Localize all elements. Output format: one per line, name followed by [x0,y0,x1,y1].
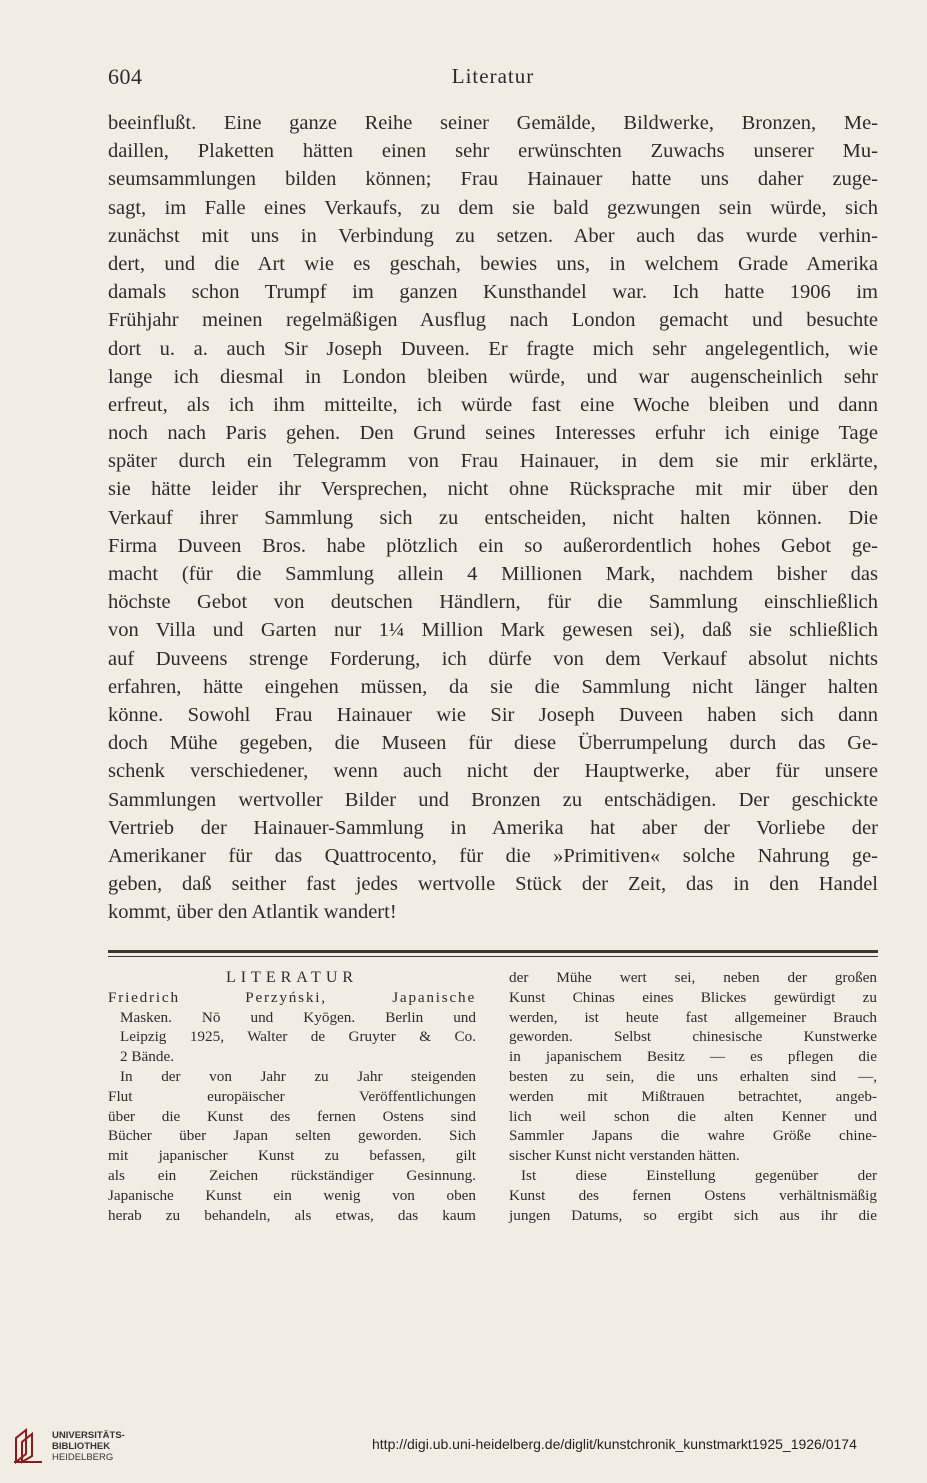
text-line: erfahren, hätte eingehen müssen, da sie die Sammlung nicht länger halten [108,675,878,698]
text-line: Frühjahr meinen regelmäßigen Ausflug nach London gemacht und besuchte [108,309,878,332]
text-line: herab zu behandeln, als etwas, das kaum [108,1206,476,1224]
text-line: jungen Datums, so ergibt sich aus ihr die [509,1206,877,1224]
text-line: In der von Jahr zu Jahr steigenden [120,1067,476,1085]
text-line: höchste Gebot von deutschen Händlern, für die Sammlung einschließlich [108,591,878,614]
text-line: geworden. Selbst chinesische Kunstwerke [509,1028,877,1046]
text-line: Firma Duveen Bros. habe plötzlich ein so außerordentlich hohes Gebot ge- [108,534,878,557]
digitization-footer [0,1418,927,1483]
library-name-line: HEIDELBERG [52,1452,114,1463]
left-column [108,968,476,1225]
page-number: 604 [108,64,143,89]
text-line: macht (für die Sammlung allein 4 Millionen Mark, nachdem bisher das [108,563,878,585]
text-line: Bücher über Japan selten geworden. Sich [108,1127,476,1145]
text-line: Sammler Japans die wahre Größe chine- [509,1127,877,1145]
text-line: werden, ist heute fast allgemeiner Brauch [509,1008,877,1026]
text-line: Flut europäischer Veröffentlichungen [108,1087,476,1105]
text-line: Vertrieb der Hainauer-Sammlung in Amerika hat aber der Vorliebe der [108,816,878,839]
text-line: beeinflußt. Eine ganze Reihe seiner Gemälde, Bildwerke, Bronzen, Me- [108,112,878,134]
text-line: sagt, im Falle eines Verkaufs, zu dem sie bald gezwungen sein würde, sich [108,196,878,219]
text-line: daillen, Plaketten hätten einen sehr erwünschten Zuwachs unserer Mu- [108,140,878,163]
text-line: dort u. a. auch Sir Joseph Duveen. Er fragte mich sehr angelegentlich, wie [108,337,878,360]
text-line: besten zu sein, die uns erhalten sind —, [509,1067,877,1085]
text-line: schenk verschiedener, wenn auch nicht der Hauptwerke, aber für unsere [108,760,878,783]
text-line: damals schon Trumpf im ganzen Kunsthandel war. Ich hatte 1906 im [108,281,878,304]
text-line: zunächst mit uns in Verbindung zu setzen. Aber auch das wurde verhin- [108,224,878,247]
text-line: werden mit Mißtrauen betrachtet, angeb- [509,1087,877,1105]
library-name-line: BIBLIOTHEK [52,1441,111,1452]
citation-line: Masken. Nō und Kyōgen. Berlin und [120,1008,476,1026]
source-url-link[interactable]: http://digi.ub.uni-heidelberg.de/diglit/kunstchronik_kunstmarkt1925_1926/0174 [372,1436,857,1452]
running-head [108,64,878,94]
citation-line: 2 Bände. [120,1048,174,1066]
text-line: lange ich diesmal in London bleiben würde, und war augenscheinlich sehr [108,365,878,388]
text-line: seumsammlungen bilden können; Frau Hainauer hatte uns daher zuge- [108,168,878,191]
text-line: in japanischem Besitz — es pflegen die [509,1048,877,1066]
text-line: erfreut, als ich ihm mitteilte, ich würde fast eine Woche bleiben und dann [108,393,878,416]
main-text-block [108,109,878,926]
library-name-line: UNIVERSITÄTS- [52,1430,125,1441]
text-line: mit japanischer Kunst zu befassen, gilt [108,1147,476,1165]
text-line: dert, und die Art wie es geschah, bewies uns, in welchem Grade Amerika [108,252,878,275]
section-heading: LITERATUR [225,969,359,986]
text-line: sie hätte leider ihr Versprechen, nicht ohne Rücksprache mit mir über den [108,478,878,501]
text-line: lich weil schon die alten Kenner und [509,1107,877,1125]
text-line: Kunst des fernen Ostens verhältnismäßig [509,1186,877,1204]
text-line: über die Kunst des fernen Ostens sind [108,1107,476,1125]
text-line: von Villa und Garten nur 1¼ Million Mark gewesen sei), daß sie schließlich [108,619,878,642]
text-line: Verkauf ihrer Sammlung sich zu entscheiden, nicht halten können. Die [108,506,878,529]
text-line: sischer Kunst nicht verstanden hätten. [509,1147,740,1165]
citation-line: Leipzig 1925, Walter de Gruyter & Co. [120,1028,476,1046]
text-line: als ein Zeichen rückständiger Gesinnung. [108,1166,476,1184]
section-rule-thin [108,956,878,957]
text-line: geben, daß seither fast jedes wertvolle Stück der Zeit, das in den Handel [108,873,878,896]
library-logo-icon [12,1428,44,1464]
text-line: könne. Sowohl Frau Hainauer wie Sir Joseph Duveen haben sich dann [108,703,878,726]
text-line: auf Duveens strenge Forderung, ich dürfe von dem Verkauf absolut nichts [108,647,878,670]
text-line: Ist diese Einstellung gegenüber der [521,1166,877,1184]
right-column [509,968,877,1225]
text-line: kommt, über den Atlantik wandert! [108,901,397,924]
library-name [52,1430,125,1463]
text-line: Japanische Kunst ein wenig von oben [108,1186,476,1204]
text-line: Sammlungen wertvoller Bilder und Bronzen zu entschädigen. Der geschickte [108,788,878,811]
text-line: Amerikaner für das Quattrocento, für die »Primitiven« solche Nahrung ge- [108,844,878,867]
text-line: der Mühe wert sei, neben der großen [509,969,877,986]
text-line: später durch ein Telegramm von Frau Hainauer, in dem sie mir erklärte, [108,450,878,473]
text-line: doch Mühe gegeben, die Museen für diese Überrumpelung durch das Ge- [108,732,878,755]
text-line: noch nach Paris gehen. Den Grund seines Interesses erfuhr ich einige Tage [108,422,878,445]
text-line: Kunst Chinas eines Blickes gewürdigt zu [509,988,877,1006]
section-rule-thick [108,950,878,953]
running-title: Literatur [451,64,535,88]
citation-line: Friedrich Perzyński, Japanische [108,988,476,1006]
